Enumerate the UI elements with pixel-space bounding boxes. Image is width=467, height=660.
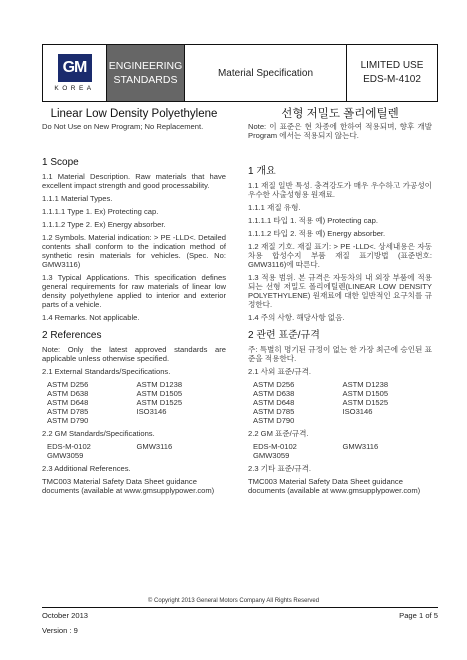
para-1-1-1-2: 1.1.1.2 Type 2. Ex) Energy absorber. <box>42 220 166 229</box>
standard-item: ASTM D785 <box>253 407 295 416</box>
para-1-1-1-1: 1.1.1.1 Type 1. Ex) Protecting cap. <box>42 207 159 216</box>
para-2-3: 2.3 Additional References. <box>42 464 131 473</box>
para-2-1-ko: 2.1 사외 표준/규격. <box>248 367 312 376</box>
para-1-1-1-1-ko: 1.1.1.1 타입 1. 적용 예) Protecting cap. <box>248 216 378 225</box>
para-1-1-ko: 1.1 재질 일반 특성. 충격강도가 매우 우수하고 가공성이 우수한 사출성형용 원재료. <box>248 181 432 199</box>
engineering-standards-label: ENGINEERING STANDARDS <box>107 45 185 101</box>
para-1-4-ko: 1.4 주의 사항. 해당사항 없음. <box>248 313 345 322</box>
para-2-2-ko: 2.2 GM 표준/규격. <box>248 429 309 438</box>
page-footer <box>42 607 438 635</box>
para-2-1: 2.1 External Standards/Specifications. <box>42 367 171 376</box>
standard-item: GMW3116 <box>136 442 173 451</box>
standard-item: ISO3146 <box>136 407 167 416</box>
standard-item: ASTM D1525 <box>136 398 183 407</box>
gm-standards-list <box>47 442 226 460</box>
para-1-3-ko: 1.3 적용 범위. 본 규격은 자동차의 내 외장 부품에 적용되는 선형 저밀도 폴리에틸렌(LINEAR LOW DENSITY POLYETHYLENE) 원재료에 대한 일반적인 요구치를 규정한다. <box>248 273 432 309</box>
standard-item: ASTM D785 <box>47 407 89 416</box>
gm-korea-logo <box>43 45 107 101</box>
footer-version: Version : 9 <box>42 626 78 635</box>
para-2-3-text-ko: TMC003 Material Safety Data Sheet guidance documents (available at www.gmsupplypower.com) <box>248 477 421 495</box>
para-2-2: 2.2 GM Standards/Specifications. <box>42 429 155 438</box>
para-1-1-1: 1.1.1 Material Types. <box>42 194 113 203</box>
standard-item: ASTM D790 <box>253 416 295 425</box>
standard-item: ASTM D638 <box>47 389 89 398</box>
logo-korea-text: KOREA <box>54 85 95 92</box>
section-scope-heading: 1 Scope <box>42 157 79 168</box>
standard-item: GMW3059 <box>47 451 84 460</box>
para-2-3-ko: 2.3 기타 표준/규격. <box>248 464 312 473</box>
korean-note: Note: 이 표준은 현 차종에 한하여 적용되며, 향후 개발 Program 에서는 적용되지 않는다. <box>248 122 432 140</box>
para-1-2: 1.2 Symbols. Material indication: > PE -LLD<. Detailed contents shall conform to the indication method of synthetic resin materials for vehicles. (Spec. No: GMW3116) <box>42 233 226 269</box>
standard-item: EDS-M-0102 <box>253 442 297 451</box>
korean-title: 선형 저밀도 폴리에틸렌 <box>281 108 399 120</box>
references-note: Note: Only the latest approved standards are applicable unless otherwise specified. <box>42 345 226 363</box>
copyright-notice: © Copyright 2013 General Motors Company All Rights Reserved <box>147 598 320 604</box>
standard-item: ASTM D1238 <box>136 380 183 389</box>
section-references-heading: 2 References <box>42 330 102 341</box>
english-column <box>42 108 226 499</box>
standard-item: ASTM D1238 <box>342 380 389 389</box>
standard-item: ISO3146 <box>342 407 373 416</box>
section-related-standards-heading: 2 관련 표준/규격 <box>248 330 320 341</box>
standard-item: ASTM D1525 <box>342 398 389 407</box>
standard-item: ASTM D790 <box>47 416 89 425</box>
para-1-2-ko: 1.2 재질 기호. 재질 표기: > PE -LLD<. 상세내용은 자동차용 합성수지 부품 재질 표기방법 (표준번호: GMW3116)에 따른다. <box>248 242 432 269</box>
standard-item: ASTM D638 <box>253 389 295 398</box>
material-specification-label: Material Specification <box>185 45 347 101</box>
standard-item: ASTM D648 <box>253 398 295 407</box>
standard-item: GMW3059 <box>253 451 290 460</box>
external-standards-list <box>47 380 226 425</box>
external-standards-list-ko <box>253 380 432 425</box>
standard-item: ASTM D1505 <box>342 389 389 398</box>
para-1-1-1-2-ko: 1.1.1.2 타입 2. 적용 예) Energy absorber. <box>248 229 386 238</box>
para-1-3: 1.3 Typical Applications. This specification defines general requirements for raw materials of linear low density polyethylene applied to interior and exterior parts of a vehicle. <box>42 273 226 309</box>
limited-use-label: LIMITED USE <box>360 60 424 71</box>
para-1-4: 1.4 Remarks. Not applicable. <box>42 313 140 322</box>
footer-date: October 2013 <box>42 611 89 620</box>
english-title: Linear Low Density Polyethylene <box>50 108 218 120</box>
para-1-1-1-ko: 1.1.1 재질 유형. <box>248 203 301 212</box>
standard-item: EDS-M-0102 <box>47 442 91 451</box>
document-number: EDS-M-4102 <box>363 74 421 85</box>
document-header <box>42 44 438 102</box>
gm-standards-list-ko <box>253 442 432 460</box>
standard-item: ASTM D1505 <box>136 389 183 398</box>
para-2-3-text: TMC003 Material Safety Data Sheet guidance documents (available at www.gmsupplypower.com) <box>42 477 215 495</box>
korean-column <box>248 108 432 499</box>
footer-page-number: Page 1 of 5 <box>399 611 438 620</box>
doc-id-box <box>347 45 437 101</box>
gm-logo-icon: GM <box>58 54 92 82</box>
section-overview-heading: 1 개요 <box>248 166 276 177</box>
para-1-1: 1.1 Material Description. Raw materials that have excellent impact strength and good processability. <box>42 172 226 190</box>
standard-item: ASTM D648 <box>47 398 89 407</box>
standard-item: ASTM D256 <box>47 380 89 389</box>
english-note: Do Not Use on New Program; No Replacement. <box>42 122 204 131</box>
standard-item: GMW3116 <box>342 442 379 451</box>
standard-item: ASTM D256 <box>253 380 295 389</box>
references-note-ko: 주: 특별히 명기된 규정이 없는 한 가장 최근에 승인된 표준을 적용한다. <box>248 345 432 363</box>
